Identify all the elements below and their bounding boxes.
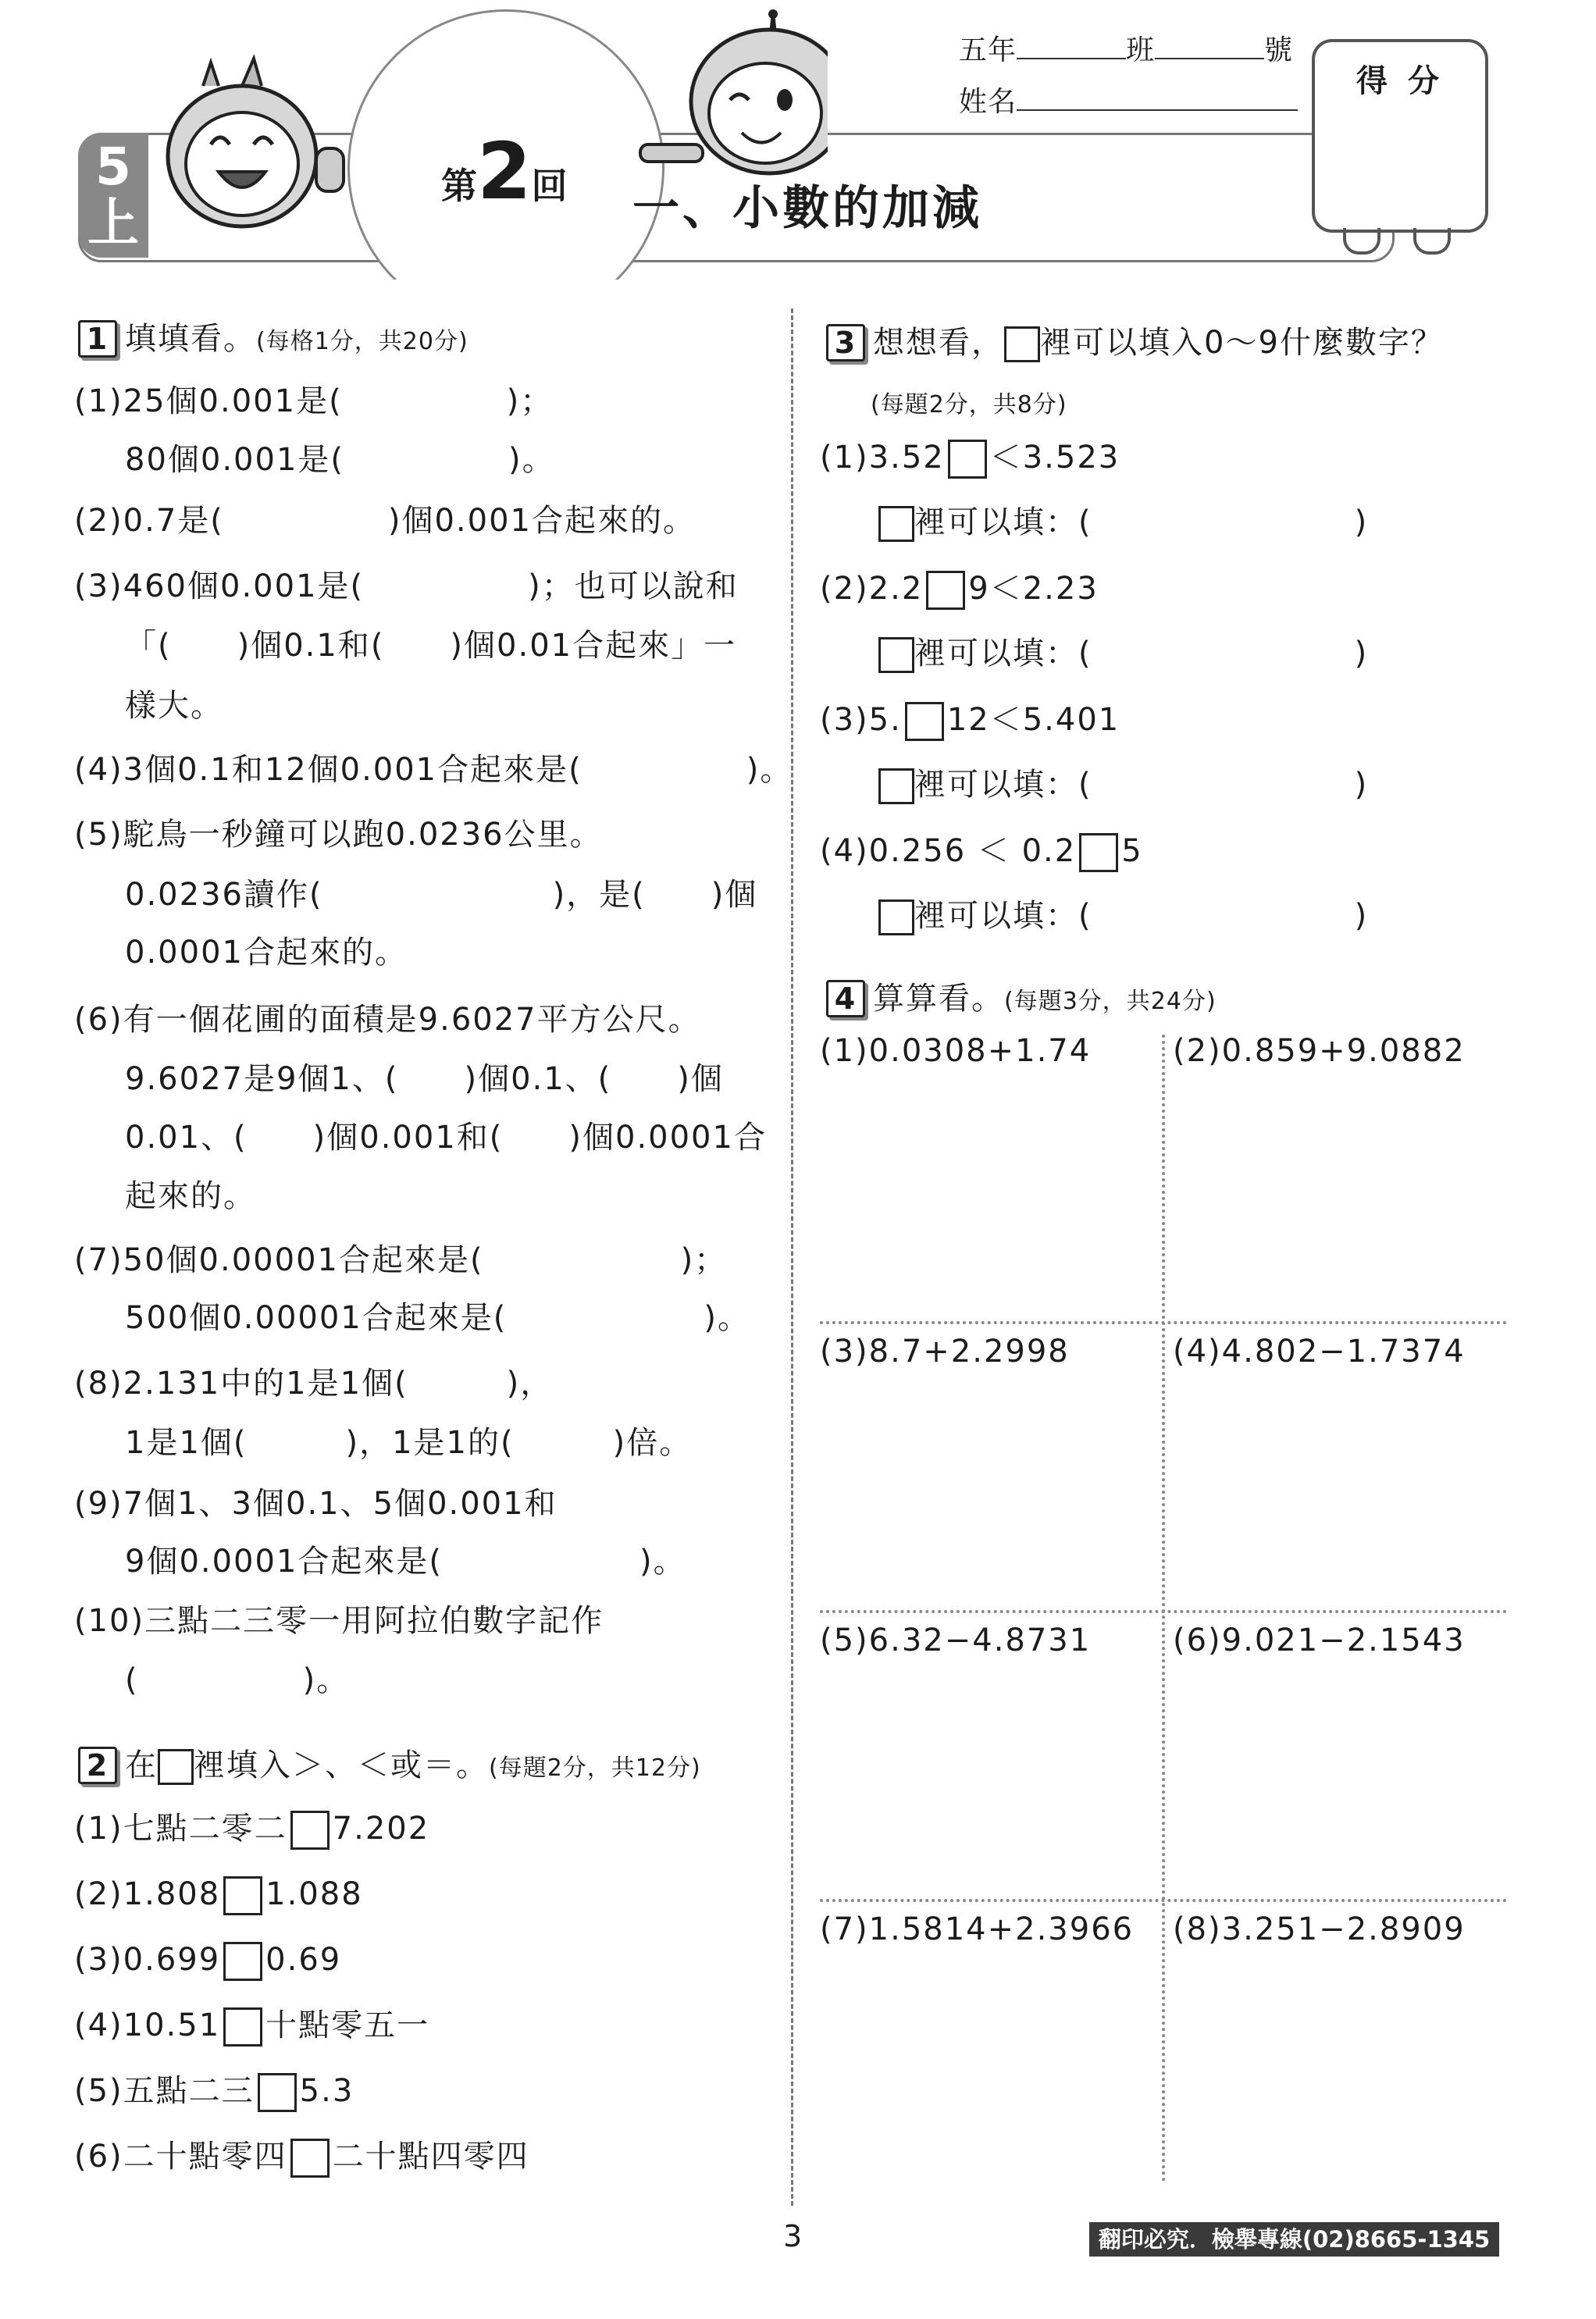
s2-item-1-answer-box[interactable]	[290, 1811, 330, 1850]
s2-item-3-answer-box[interactable]	[223, 1942, 262, 1981]
header	[0, 0, 1596, 269]
work-grid-vertical	[1162, 1035, 1165, 2182]
answer-box-icon	[878, 637, 914, 673]
s4-work-area-3[interactable]	[820, 1374, 1156, 1605]
s3-fill-label: 裡可以填：( )	[914, 504, 1369, 540]
section3-title-pre: 想想看，	[873, 325, 1004, 361]
s4-work-area-4[interactable]	[1171, 1374, 1507, 1605]
s2-item-1	[74, 1810, 429, 1850]
class-blank[interactable]	[1155, 31, 1264, 59]
section3-points: (每題2分，共8分)	[871, 391, 1067, 419]
s3-item-2-pre: (2)2.2	[820, 571, 924, 607]
s3-item-2-post: 9＜2.23	[968, 571, 1099, 607]
s2-item-3	[74, 1941, 341, 1981]
s3-fill-label: 裡可以填：( )	[914, 636, 1369, 671]
s4-work-area-5[interactable]	[820, 1663, 1156, 1893]
s1-line-9: 0.0236讀作( )，是( )個	[125, 877, 758, 913]
work-grid-row-1	[820, 1321, 1507, 1324]
s3-item-4-pre: (4)0.256 ＜ 0.2	[820, 833, 1077, 869]
s2-item-3-left: (3)0.699	[74, 1942, 221, 1978]
s2-item-1-left: (1)七點二零二	[74, 1811, 287, 1847]
answer-box-icon	[878, 506, 914, 542]
grade-tab-top: 5	[95, 137, 131, 197]
name-field	[959, 83, 1298, 121]
column-divider	[791, 308, 793, 2206]
s1-line-19: (9)7個1、3個0.1、5個0.001和	[74, 1486, 558, 1522]
score-box[interactable]	[1312, 39, 1488, 233]
s2-item-5-left: (5)五點二三	[74, 2073, 255, 2109]
s4-problem-2: (2)0.859+9.0882	[1173, 1033, 1466, 1069]
s2-item-4-answer-box[interactable]	[223, 2007, 262, 2046]
s1-line-3: (2)0.7是( )個0.001合起來的。	[74, 503, 696, 539]
s3-item-3-pre: (3)5.	[820, 702, 902, 738]
name-label: 姓名	[959, 86, 1017, 118]
s4-problem-4: (4)4.802−1.7374	[1173, 1334, 1466, 1370]
s4-problem-8: (8)3.251−2.8909	[1173, 1911, 1466, 1947]
grade-tab	[78, 133, 148, 258]
work-grid-row-3	[820, 1899, 1507, 1902]
answer-box-icon	[878, 768, 914, 804]
s2-item-2	[74, 1876, 363, 1915]
score-label: 得 分	[1356, 63, 1444, 99]
round-suffix: 回	[531, 165, 568, 207]
s4-problem-5: (5)6.32−4.8731	[820, 1623, 1092, 1658]
s4-work-area-1[interactable]	[820, 1074, 1156, 1316]
section2-heading	[78, 1747, 701, 1787]
s3-item-4	[820, 832, 1143, 872]
s3-item-2	[820, 570, 1099, 610]
round-label	[441, 126, 568, 217]
s3-item-1-box	[948, 440, 987, 479]
grade-blank[interactable]	[1017, 31, 1126, 59]
s3-item-3-box	[905, 702, 944, 741]
s3-item-1-pre: (1)3.52	[820, 440, 945, 476]
copyright-notice: 翻印必究．檢舉專線(02)8665-1345	[1089, 2222, 1499, 2257]
s3-fill-label: 裡可以填：( )	[914, 898, 1369, 934]
s3-fill-label: 裡可以填：( )	[914, 767, 1369, 803]
s1-line-1: (1)25個0.001是( )；	[74, 383, 554, 419]
section4-number: 4	[826, 980, 865, 1017]
s1-line-2: 80個0.001是( )。	[125, 442, 555, 478]
s4-work-area-6[interactable]	[1171, 1663, 1507, 1893]
section2-points: (每題2分，共12分)	[489, 1754, 701, 1782]
section4-points: (每題3分，共24分)	[1004, 988, 1217, 1015]
work-grid-row-2	[820, 1610, 1507, 1613]
s2-item-3-right: 0.69	[265, 1942, 342, 1978]
answer-box-icon	[1004, 326, 1040, 362]
s3-item-2-box	[926, 571, 965, 610]
round-number: 2	[477, 126, 532, 217]
s2-item-1-right: 7.202	[332, 1811, 430, 1847]
section1-heading	[78, 320, 468, 361]
s1-line-17: (8)2.131中的1是1個( )，	[74, 1366, 554, 1402]
grade-tab-bottom: 上	[87, 193, 139, 253]
s1-line-22: ( )。	[125, 1662, 350, 1698]
s1-line-20: 9個0.0001合起來是( )。	[125, 1544, 686, 1580]
section3-title-post: 裡可以填入0～9什麼數字？	[1040, 325, 1444, 361]
s2-item-2-left: (2)1.808	[74, 1876, 221, 1912]
s1-line-13: 0.01、( )個0.001和( )個0.0001合	[125, 1120, 767, 1156]
s4-problem-3: (3)8.7+2.2998	[820, 1334, 1070, 1370]
section2-title-post: 裡填入＞、＜或＝。	[194, 1747, 489, 1783]
score-box-wheel-left	[1343, 228, 1380, 255]
s3-item-4-answer[interactable]	[878, 897, 1368, 935]
round-prefix: 第	[441, 165, 477, 207]
grade-label: 五年	[959, 34, 1017, 66]
s2-item-4-right: 十點零五一	[265, 2007, 430, 2043]
s2-item-5-right: 5.3	[299, 2073, 354, 2109]
mascot-left-image	[156, 55, 359, 234]
section2-title-pre: 在	[125, 1747, 158, 1783]
s1-line-18: 1是1個( )，1是1的( )倍。	[125, 1425, 693, 1461]
page-number: 3	[783, 2219, 804, 2253]
s2-item-6-left: (6)二十點零四	[74, 2139, 287, 2175]
answer-box-icon	[878, 899, 914, 935]
s3-item-1-answer[interactable]	[878, 504, 1368, 542]
s1-line-4: (3)460個0.001是( )；也可以說和	[74, 568, 739, 604]
s3-item-3-answer[interactable]	[878, 766, 1368, 804]
answer-box-icon	[158, 1749, 194, 1785]
score-box-wheel-right	[1413, 228, 1451, 255]
s4-work-area-8[interactable]	[1171, 1952, 1507, 2178]
s4-problem-7: (7)1.5814+2.3966	[820, 1911, 1135, 1947]
s2-item-2-right: 1.088	[265, 1876, 363, 1912]
s1-line-8: (5)駝鳥一秒鐘可以跑0.0236公里。	[74, 817, 603, 853]
section1-title: 填填看。	[125, 321, 256, 357]
s2-item-5-answer-box[interactable]	[258, 2073, 297, 2112]
section4-heading	[826, 980, 1217, 1021]
s4-work-area-2[interactable]	[1171, 1074, 1507, 1316]
s1-line-12: 9.6027是9個1、( )個0.1、( )個	[125, 1061, 724, 1097]
mascot-right-image	[625, 8, 828, 180]
s1-line-14: 起來的。	[125, 1178, 256, 1214]
section1-number: 1	[78, 320, 117, 358]
section2-number: 2	[78, 1747, 117, 1784]
section3-heading	[826, 324, 1444, 362]
class-fields	[959, 31, 1293, 69]
section4-title: 算算看。	[873, 981, 1004, 1017]
s2-item-4-left: (4)10.51	[74, 2007, 221, 2043]
s2-item-4	[74, 2007, 429, 2046]
s2-item-6-right: 二十點四零四	[332, 2139, 529, 2175]
s2-item-6-answer-box[interactable]	[290, 2139, 330, 2178]
s3-item-1	[820, 439, 1120, 479]
class-label: 班	[1126, 34, 1156, 66]
s1-line-5: 「( )個0.1和( )個0.01合起來」一	[125, 628, 737, 664]
s3-item-4-box	[1079, 833, 1118, 872]
number-label: 號	[1264, 34, 1294, 66]
s4-problem-1: (1)0.0308+1.74	[820, 1033, 1092, 1069]
section1-points: (每格1分，共20分)	[256, 328, 468, 355]
s3-item-3-post: 12＜5.401	[946, 702, 1120, 738]
s1-line-10: 0.0001合起來的。	[125, 935, 408, 971]
s4-work-area-7[interactable]	[820, 1952, 1156, 2178]
s3-item-2-answer[interactable]	[878, 635, 1368, 673]
name-blank[interactable]	[1017, 83, 1298, 111]
s1-line-16: 500個0.00001合起來是( )。	[125, 1300, 750, 1336]
s2-item-6	[74, 2138, 529, 2178]
s3-item-4-post: 5	[1121, 833, 1143, 869]
s3-item-1-post: ＜3.523	[989, 440, 1120, 476]
s4-problem-6: (6)9.021−2.1543	[1173, 1623, 1466, 1658]
unit-title: 一、小數的加減	[632, 181, 982, 236]
s2-item-2-answer-box[interactable]	[223, 1876, 262, 1915]
s2-item-5	[74, 2072, 354, 2112]
s1-line-7: (4)3個0.1和12個0.001合起來是( )。	[74, 752, 793, 788]
s1-line-6: 樣大。	[125, 688, 223, 724]
s3-item-3	[820, 701, 1120, 741]
s1-line-15: (7)50個0.00001合起來是( )；	[74, 1242, 728, 1278]
s1-line-11: (6)有一個花圃的面積是9.6027平方公尺。	[74, 1002, 701, 1038]
section3-number: 3	[826, 324, 865, 362]
s1-line-21: (10)三點二三零一用阿拉伯數字記作	[74, 1603, 604, 1639]
